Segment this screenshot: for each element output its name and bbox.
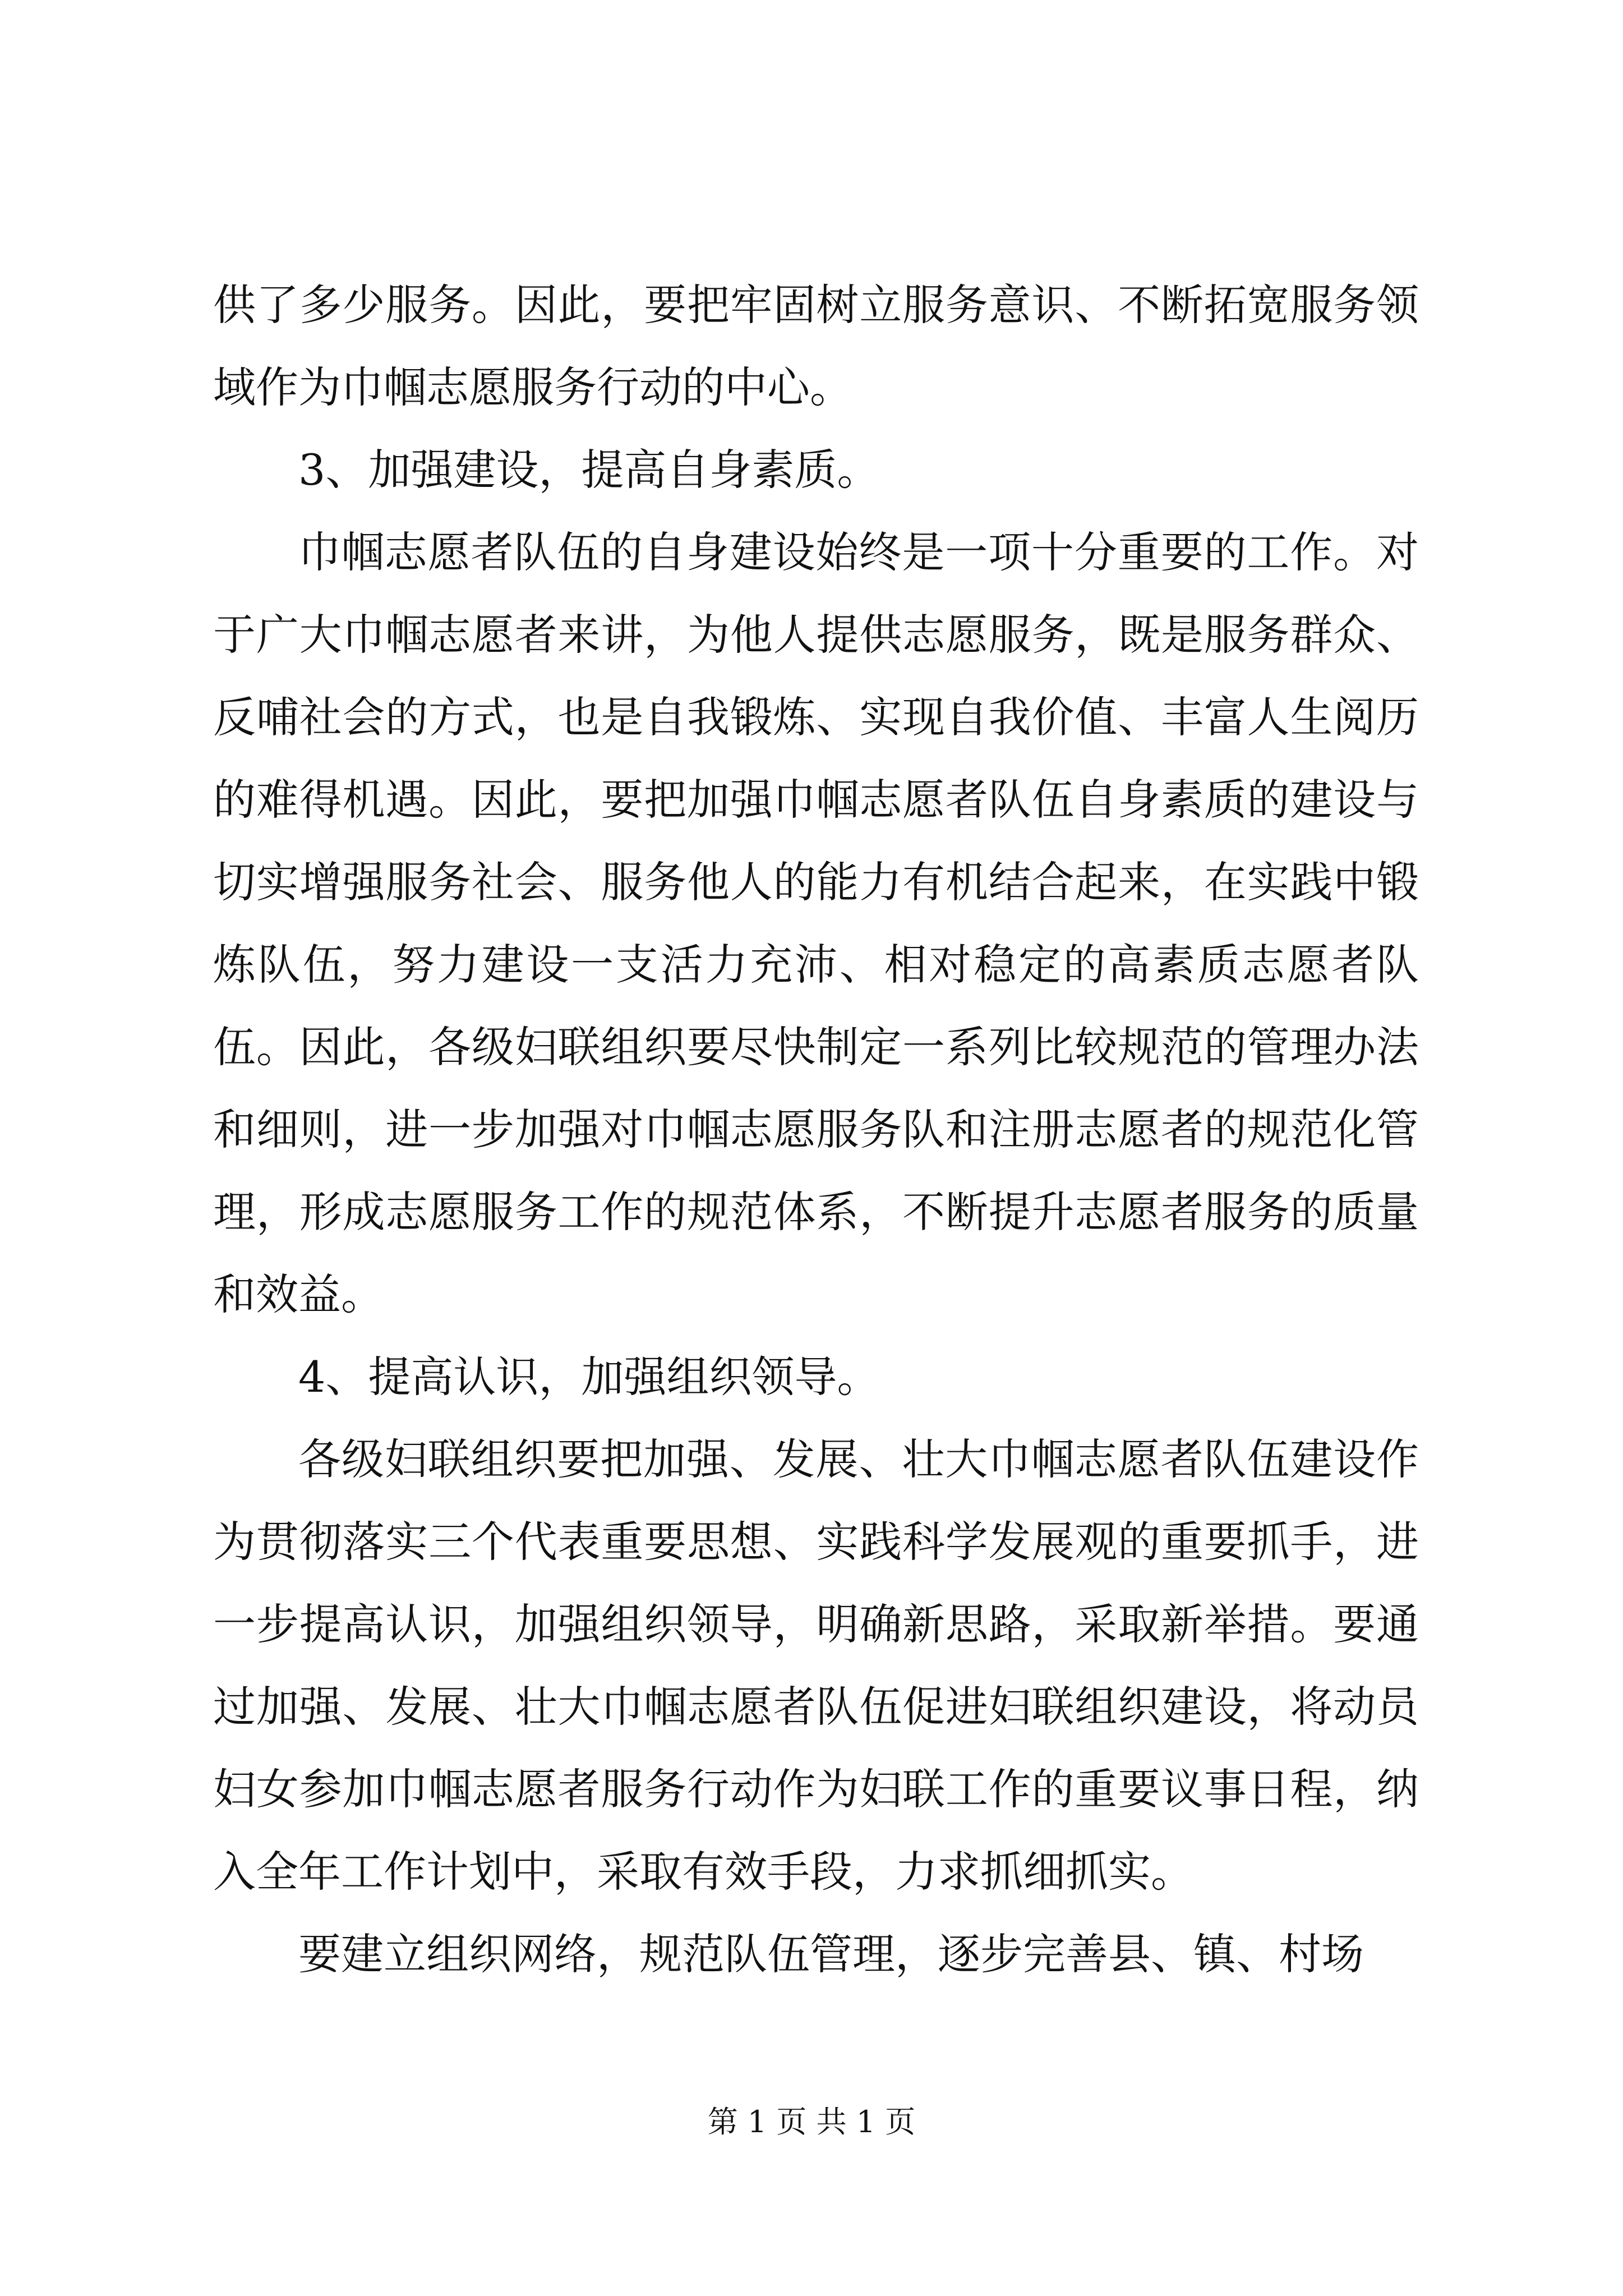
paragraph-3: 各级妇联组织要把加强、发展、壮大巾帼志愿者队伍建设作为贯彻落实三个代表重要思想、实践科学发展观的重要抓手，进一步提高认识，加强组织领导，明确新思路，采取新举措。要通过加强、发展、壮大巾帼志愿者队伍促进妇联组织建设，将动员妇女参加巾帼志愿者服务行动作为妇联工作的重要议事日程，纳入全年工作计划中，采取有效手段，力求抓细抓实。 (213, 1434, 1419, 1897)
paragraph-4: 要建立组织网络，规范队伍管理，逐步完善县、镇、村场 (298, 1929, 1364, 1979)
heading-3: 3、加强建设，提高自身素质。 (298, 445, 880, 495)
paragraph-1: 供了多少服务。因此，要把牢固树立服务意识、不断拓宽服务领域作为巾帼志愿服务行动的中心。 (213, 280, 1419, 412)
page-footer: 第 1 页 共 1 页 (707, 2104, 916, 2139)
paragraph-2: 巾帼志愿者队伍的自身建设始终是一项十分重要的工作。对于广大巾帼志愿者来讲，为他人提供志愿服务，既是服务群众、反哺社会的方式，也是自我锻炼、实现自我价值、丰富人生阅历的难得机遇。因此，要把加强巾帼志愿者队伍自身素质的建设与切实增强服务社会、服务他人的能力有机结合起来，在实践中锻炼队伍，努力建设一支活力充沛、相对稳定的高素质志愿者队伍。因此，各级妇联组织要尽快制定一系列比较规范的管理办法和细则，进一步加强对巾帼志愿服务队和注册志愿者的规范化管理，形成志愿服务工作的规范体系，不断提升志愿者服务的质量和效益。 (213, 527, 1419, 1319)
heading-4: 4、提高认识，加强组织领导。 (298, 1352, 880, 1402)
document-body (213, 264, 1419, 1995)
